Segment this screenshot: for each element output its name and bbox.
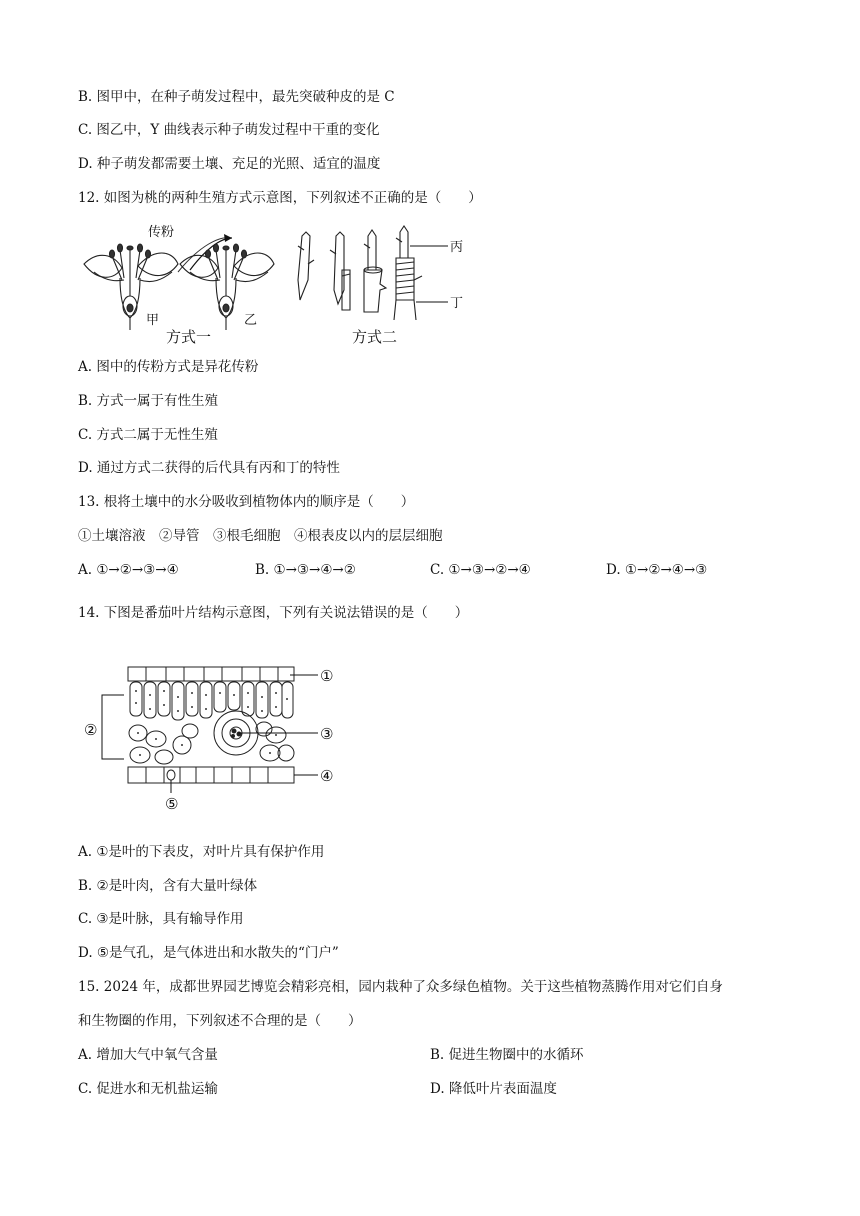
q15-option-d: D. 降低叶片表面温度 [430, 1081, 557, 1097]
label-3: ③ [320, 725, 334, 743]
grafting-illustration [298, 226, 422, 320]
flower-jia-label: 甲 [146, 313, 160, 328]
flower-yi-label: 乙 [244, 313, 258, 328]
q13-stem: 13. 根将土壤中的水分吸收到植物体内的顺序是（ ） [78, 494, 415, 510]
label-5: ⑤ [165, 795, 179, 813]
peach-reproduction-figure [80, 220, 480, 348]
q13-option-b: B. ①→③→④→② [255, 562, 356, 578]
q14-stem: 14. 下图是番茄叶片结构示意图，下列有关说法错误的是（ ） [78, 605, 469, 621]
scion-label: 丙 [450, 240, 464, 255]
q13-option-a: A. ①→②→③→④ [78, 562, 179, 578]
q12-option-d: D. 通过方式二获得的后代具有丙和丁的特性 [78, 460, 340, 476]
q14-option-a: A. ①是叶的下表皮，对叶片具有保护作用 [78, 844, 325, 860]
q13-option-c: C. ①→③→②→④ [430, 562, 531, 578]
q15-stem-line2: 和生物圈的作用，下列叙述不合理的是（ ） [78, 1013, 362, 1029]
q15-option-c: C. 促进水和无机盐运输 [78, 1081, 218, 1097]
q12-option-b: B. 方式一属于有性生殖 [78, 393, 219, 409]
q14-option-d: D. ⑤是气孔，是气体进出和水散失的“门户” [78, 945, 339, 961]
q15-stem-line1: 15. 2024 年，成都世界园艺博览会精彩亮相，园内栽种了众多绿色植物。关于这些植物蒸腾作用对它们自身 [78, 979, 723, 995]
q12-option-c: C. 方式二属于无性生殖 [78, 427, 218, 443]
tomato-leaf-cross-section-figure [80, 655, 350, 815]
pollination-label: 传粉 [148, 225, 175, 240]
method1-label: 方式一 [166, 328, 212, 346]
q12-stem: 12. 如图为桃的两种生殖方式示意图，下列叙述不正确的是（ ） [78, 190, 482, 206]
q14-option-c: C. ③是叶脉，具有输导作用 [78, 911, 244, 927]
label-1: ① [320, 667, 334, 685]
flower-yi [180, 244, 274, 330]
q12-option-a: A. 图中的传粉方式是异花传粉 [78, 359, 259, 375]
q11-option-d: D. 种子萌发都需要土壤、充足的光照、适宜的温度 [78, 156, 381, 172]
q15-option-b: B. 促进生物圈中的水循环 [430, 1047, 584, 1063]
flower-jia [84, 244, 178, 330]
q14-option-b: B. ②是叶肉，含有大量叶绿体 [78, 878, 258, 894]
q13-option-d: D. ①→②→④→③ [606, 562, 708, 578]
q13-items: ①土壤溶液 ②导管 ③根毛细胞 ④根表皮以内的层层细胞 [78, 528, 443, 544]
method2-label: 方式二 [352, 328, 398, 346]
label-2: ② [84, 721, 98, 739]
q15-option-a: A. 增加大气中氧气含量 [78, 1047, 218, 1063]
label-4: ④ [320, 767, 334, 785]
stock-label: 丁 [450, 296, 464, 311]
q11-option-b: B. 图甲中，在种子萌发过程中，最先突破种皮的是 C [78, 89, 395, 105]
q11-option-c: C. 图乙中，Y 曲线表示种子萌发过程中干重的变化 [78, 122, 380, 138]
